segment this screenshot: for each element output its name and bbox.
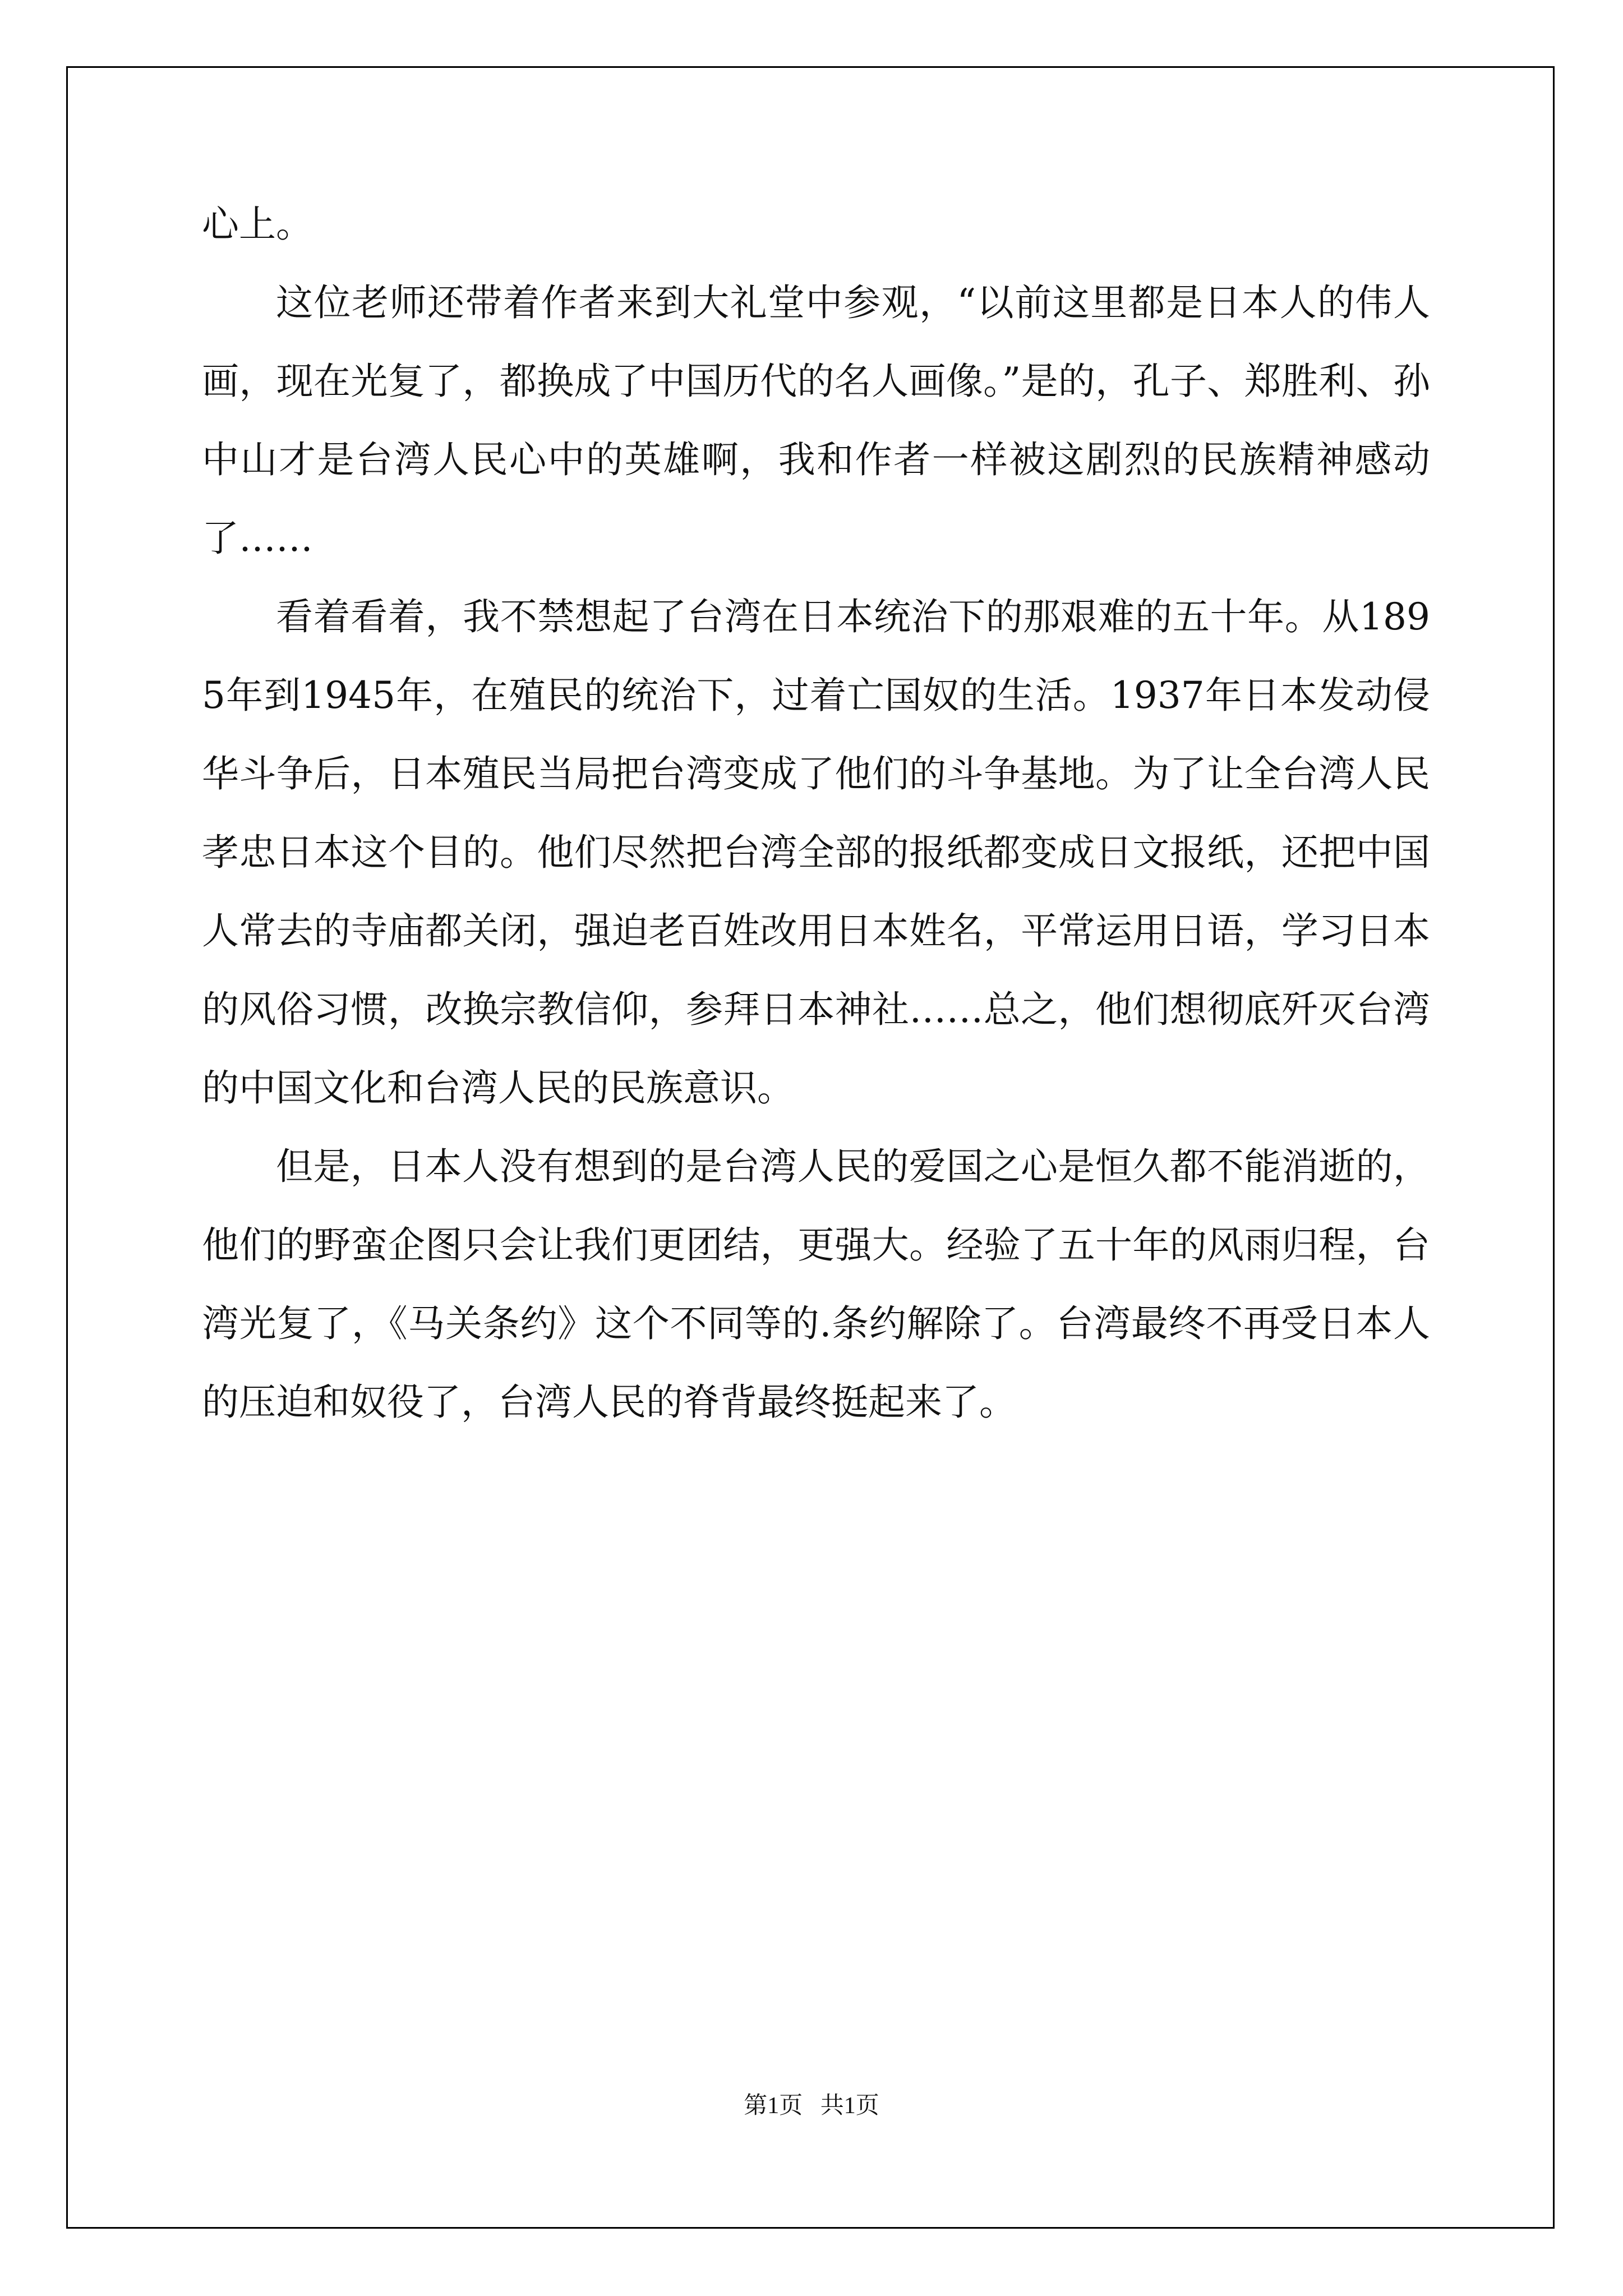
paragraph-2: 这位老师还带着作者来到大礼堂中参观，“以前这里都是日本人的伟人画，现在光复了，都换成了中国历代的名人画像。”是的，孔子、郑胜利、孙中山才是台湾人民心中的英雄啊，我和作者一样被这剧烈的民族精神感动了…… xyxy=(202,281,1430,560)
paragraph-1: 心上。 xyxy=(202,203,313,246)
paragraph-4: 但是，日本人没有想到的是台湾人民的爱国之心是恒久都不能消逝的，他们的野蛮企图只会让我们更团结，更强大。经验了五十年的风雨归程，台湾光复了，《马关条约》这个不同等的.条约解除了。台湾最终不再受日本人的压迫和奴役了，台湾人民的脊背最终挺起来了。 xyxy=(202,1145,1430,1424)
page-number-footer: 第1页 共1页 xyxy=(744,2093,879,2119)
document-body xyxy=(202,185,1430,1442)
paragraph-3: 看着看着，我不禁想起了台湾在日本统治下的那艰难的五十年。从1895年到1945年，在殖民的统治下，过着亡国奴的生活。1937年日本发动侵华斗争后，日本殖民当局把台湾变成了他们的斗争基地。为了让全台湾人民孝忠日本这个目的。他们尽然把台湾全部的报纸都变成日文报纸，还把中国人常去的寺庙都关闭，强迫老百姓改用日本姓名，平常运用日语，学习日本的风俗习惯，改换宗教信仰，参拜日本神社……总之，他们想彻底歼灭台湾的中国文化和台湾人民的民族意识。 xyxy=(202,595,1430,1110)
